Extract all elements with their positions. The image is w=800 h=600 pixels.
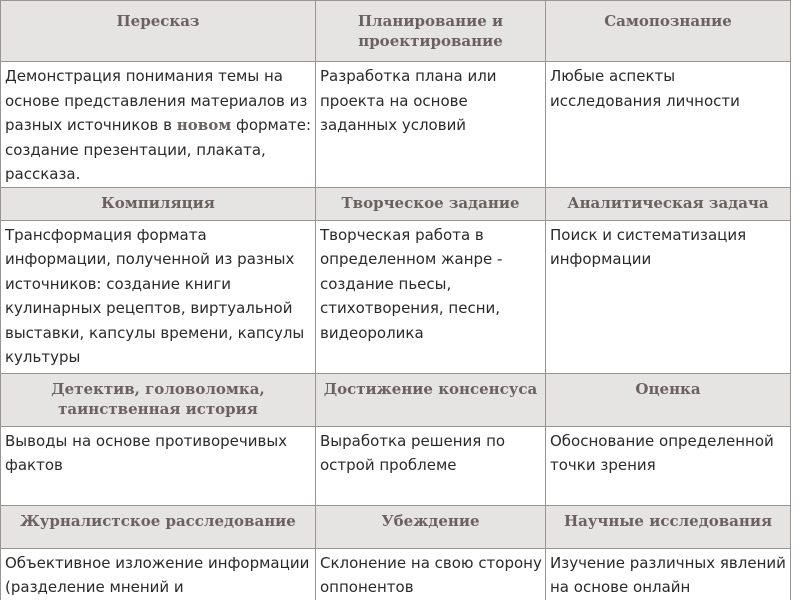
header-cell: Компиляция [1,187,316,220]
table-row [1,62,791,188]
emphasis-text: новом [176,116,232,134]
header-cell: Планирование и проектирование [316,1,546,62]
header-cell: Журналистское расследование [1,505,316,548]
header-cell: Аналитическая задача [546,187,791,220]
header-row [1,505,791,548]
header-cell: Творческое задание [316,187,546,220]
table-cell [1,62,316,188]
table-cell: Изучение различных явлений на основе онлайн [546,548,791,600]
table-cell: Выводы на основе противоречивых фактов [1,426,316,505]
table-cell: Выработка решения по острой проблеме [316,426,546,505]
header-cell: Убеждение [316,505,546,548]
header-row [1,373,791,426]
header-cell: Оценка [546,373,791,426]
header-row [1,1,791,62]
table-cell: Творческая работа в определенном жанре - создание пьесы, стихотворения, песни, видеоролика [316,220,546,373]
header-cell: Научные исследования [546,505,791,548]
table-cell: Обоснование определенной точки зрения [546,426,791,505]
cell-text: формате: создание презентации, плаката, рассказа. [5,116,312,183]
header-cell: Самопознание [546,1,791,62]
table-cell: Любые аспекты исследования личности [546,62,791,188]
table-row [1,426,791,505]
table-row [1,548,791,600]
cell-text: Демонстрация понимания темы на основе представления материалов из разных источников в [5,67,308,134]
table-cell: Трансформация формата информации, полученной из разных источников: создание книги кулинарных рецептов, виртуальной выставки, капсулы времени, капсулы культуры [1,220,316,373]
header-cell: Пересказ [1,1,316,62]
table-cell: Поиск и систематизация информации [546,220,791,373]
table-cell: Объективное изложение информации (разделение мнений и [1,548,316,600]
table-cell: Разработка плана или проекта на основе заданных условий [316,62,546,188]
table-cell: Склонение на свою сторону оппонентов [316,548,546,600]
header-cell: Детектив, головоломка, таинственная история [1,373,316,426]
table-row [1,220,791,373]
header-cell: Достижение консенсуса [316,373,546,426]
header-row [1,187,791,220]
